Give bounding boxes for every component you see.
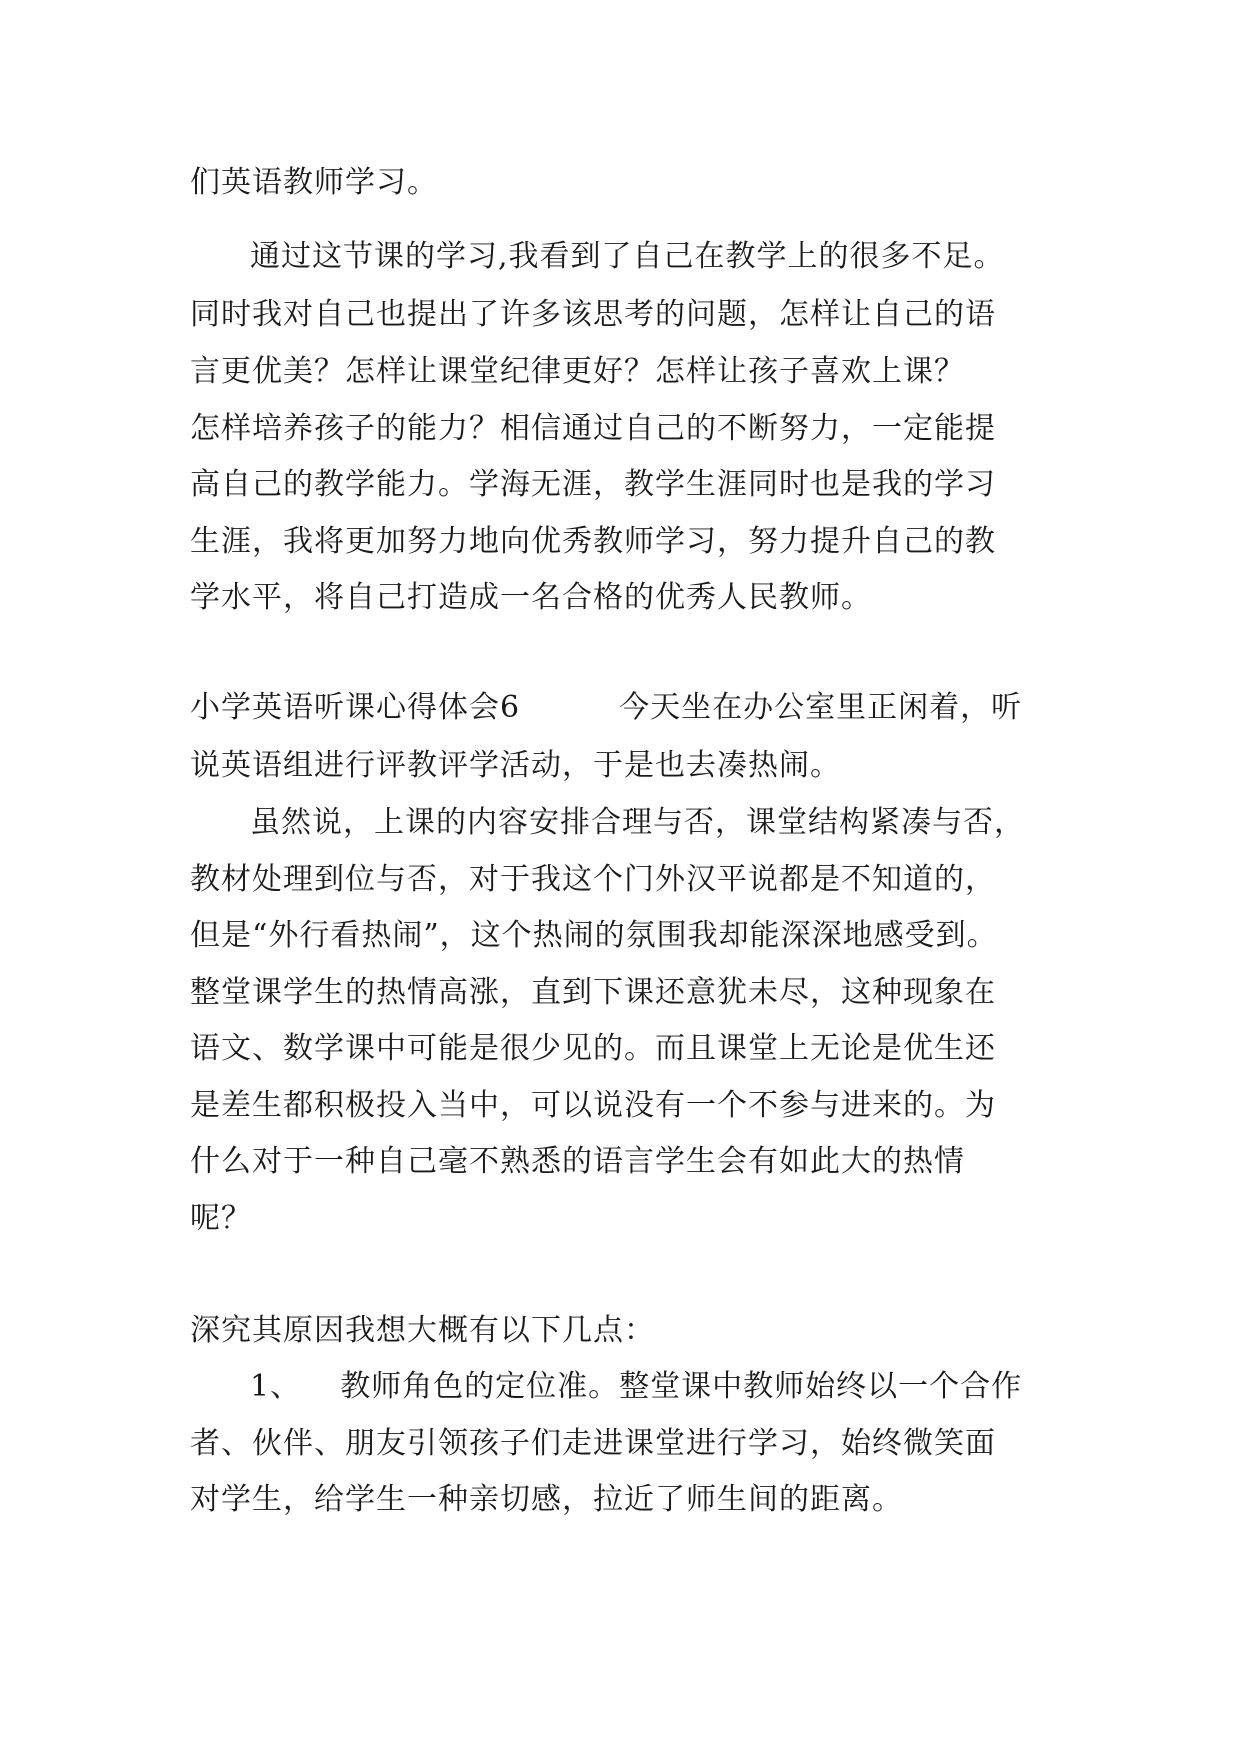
list-item-number: 1、 (250, 1369, 302, 1404)
text-line: 深究其原因我想大概有以下几点： (190, 1313, 655, 1348)
text-line: 者、伙伴、朋友引领孩子们走进课堂进行学习，始终微笑面 (190, 1426, 996, 1461)
text-line: 但是“外行看热闹”，这个热闹的氛围我却能深深地感受到。 (190, 918, 998, 953)
text-line: 说英语组进行评教评学活动，于是也去凑热闹。 (190, 748, 841, 783)
text-line: 教材处理到位与否，对于我这个门外汉平说都是不知道的， (190, 862, 996, 897)
text-line: 语文、数学课中可能是很少见的。而且课堂上无论是优生还 (190, 1031, 996, 1066)
text-line: 高自己的教学能力。学海无涯，教学生涯同时也是我的学习 (190, 467, 996, 502)
section-first-line: 今天坐在办公室里正闲着，听 (619, 690, 1023, 725)
text-line: 呢？ (190, 1201, 252, 1236)
text-line: 怎样培养孩子的能力？相信通过自己的不断努力，一定能提 (190, 411, 996, 446)
section-heading-line (190, 675, 1070, 741)
text-line: 学水平，将自己打造成一名合格的优秀人民教师。 (190, 580, 872, 615)
text-line: 对学生，给学生一种亲切感，拉近了师生间的距离。 (190, 1482, 903, 1517)
list-item-text: 教师角色的定位准。整堂课中教师始终以一个合作 (340, 1369, 1023, 1404)
paragraph-first-line: 通过这节课的学习,我看到了自己在教学上的很多不足。 (250, 239, 1005, 274)
paragraph-first-line: 虽然说，上课的内容安排合理与否，课堂结构紧凑与否， (250, 805, 1025, 840)
text-line: 生涯，我将更加努力地向优秀教师学习，努力提升自己的教 (190, 524, 996, 559)
text-line: 们英语教师学习。 (190, 165, 438, 200)
text-line: 整堂课学生的热情高涨，直到下课还意犹未尽，这种现象在 (190, 975, 996, 1010)
section-heading: 小学英语听课心得体会6 (190, 690, 521, 725)
text-line: 什么对于一种自己毫不熟悉的语言学生会有如此大的热情 (190, 1144, 965, 1179)
text-line: 同时我对自己也提出了许多该思考的问题，怎样让自己的语 (190, 297, 996, 332)
text-line: 言更优美？怎样让课堂纪律更好？怎样让孩子喜欢上课？ (190, 354, 965, 389)
text-line: 是差生都积极投入当中，可以说没有一个不参与进来的。为 (190, 1088, 996, 1123)
